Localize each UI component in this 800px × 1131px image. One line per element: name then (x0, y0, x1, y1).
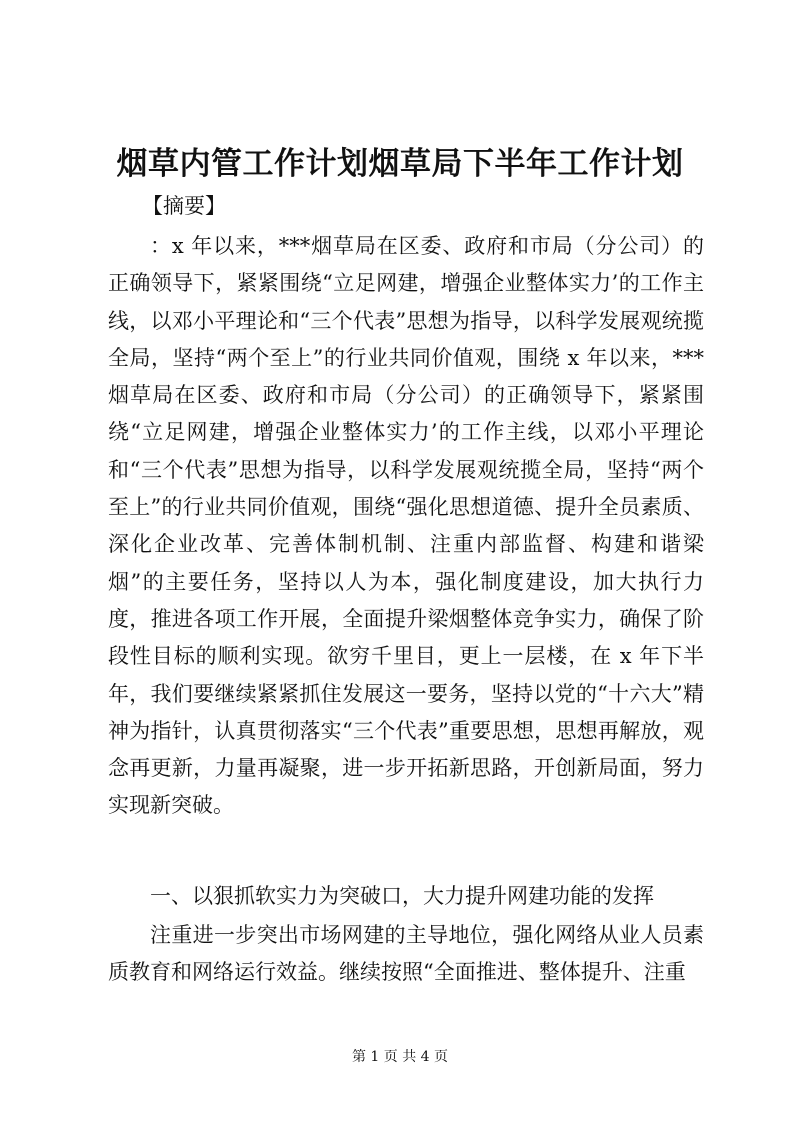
section-paragraph: 注重进一步突出市场网建的主导地位，强化网络从业人员素质教育和网络运行效益。继续按照“全面推进、整体提升、注重 (108, 923, 704, 985)
abstract-label: 【摘要】 (142, 194, 226, 218)
page-footer: 第 1 页 共 4 页 (351, 1049, 449, 1065)
intro-paragraph: ：x 年以来，***烟草局在区委、政府和市局（分公司）的正确领导下，紧紧围绕“立足网建，增强企业整体实力’的工作主线，以邓小平理论和“三个代表”思想为指导，以科学发展观统揽全局，坚持“两个至上”的行业共同价值观，围绕 x 年以来，***烟草局在区委、政府和市局（分公司）的正确领导下，紧紧围绕“立足网建，增强企业整体实力’的工作主线，以邓小平理论和“三个代表”思想为指导，以科学发展观统揽全局，坚持“两个至上”的行业共同价值观，围绕“强化思想道德、提升全员素质、深化企业改革、完善体制机制、注重内部监督、构建和谐梁烟”的主要任务，坚持以人为本，强化制度建设，加大执行力度，推进各项工作开展，全面提升梁烟整体竞争实力，确保了阶段性目标的顺利实现。欲穷千里目，更上一层楼，在 x 年下半年，我们要继续紧紧抓住发展这一要务，坚持以党的“十六大”精神为指针，认真贯彻落实“三个代表”重要思想，思想再解放，观念再更新，力量再凝聚，进一步开拓新思路，开创新局面，努力实现新突破。 (108, 234, 704, 818)
document-title: 烟草内管工作计划烟草局下半年工作计划 (116, 146, 684, 182)
section-heading: 一、以狠抓软实力为突破口，大力提升网建功能的发挥 (150, 884, 654, 908)
